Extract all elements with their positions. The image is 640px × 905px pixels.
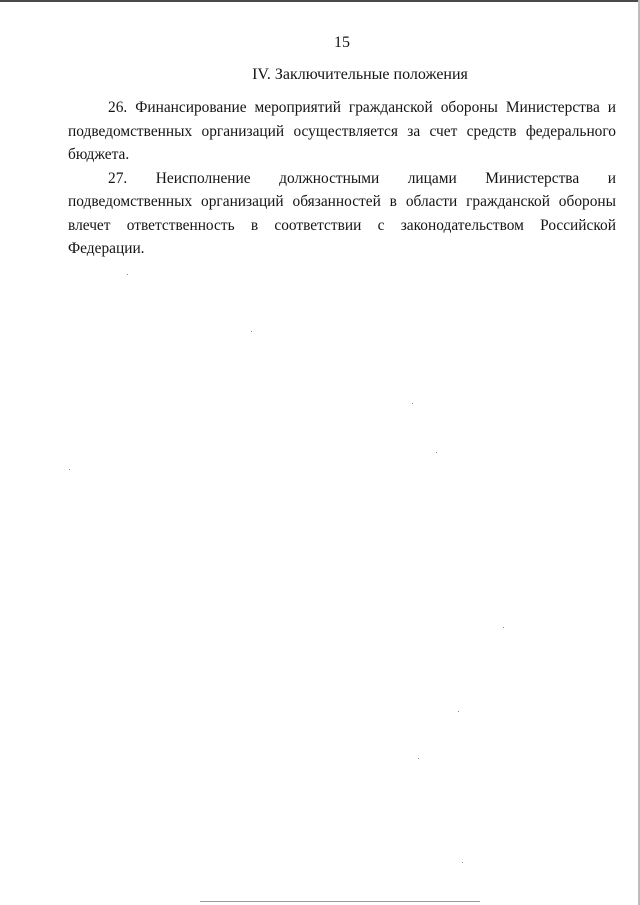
- paragraph-27: 27. Неисполнение должностными лицами Министерства и подведомственных организаций обязанностей в области гражданской обороны влечет ответственность в соответствии с законодательством Российской Федерации.: [68, 169, 616, 257]
- scan-speck: [436, 452, 437, 453]
- scan-edge-bottom: [200, 901, 480, 902]
- section-title: IV. Заключительные положения: [252, 66, 468, 83]
- document-body: [68, 96, 616, 261]
- scan-speck: [412, 403, 413, 404]
- scan-speck: [462, 862, 463, 863]
- scan-speck: [251, 331, 252, 332]
- scan-speck: [458, 711, 459, 712]
- scan-edge-top: [0, 0, 640, 2]
- scan-speck: [69, 469, 70, 470]
- scan-speck: [503, 627, 504, 628]
- paragraph-26: 26. Финансирование мероприятий гражданской обороны Министерства и подведомственных организаций осуществляется за счет средств федерального бюджета.: [68, 99, 616, 163]
- scan-speck: [127, 274, 128, 275]
- scan-speck: [418, 758, 419, 759]
- page-number: 15: [334, 34, 350, 51]
